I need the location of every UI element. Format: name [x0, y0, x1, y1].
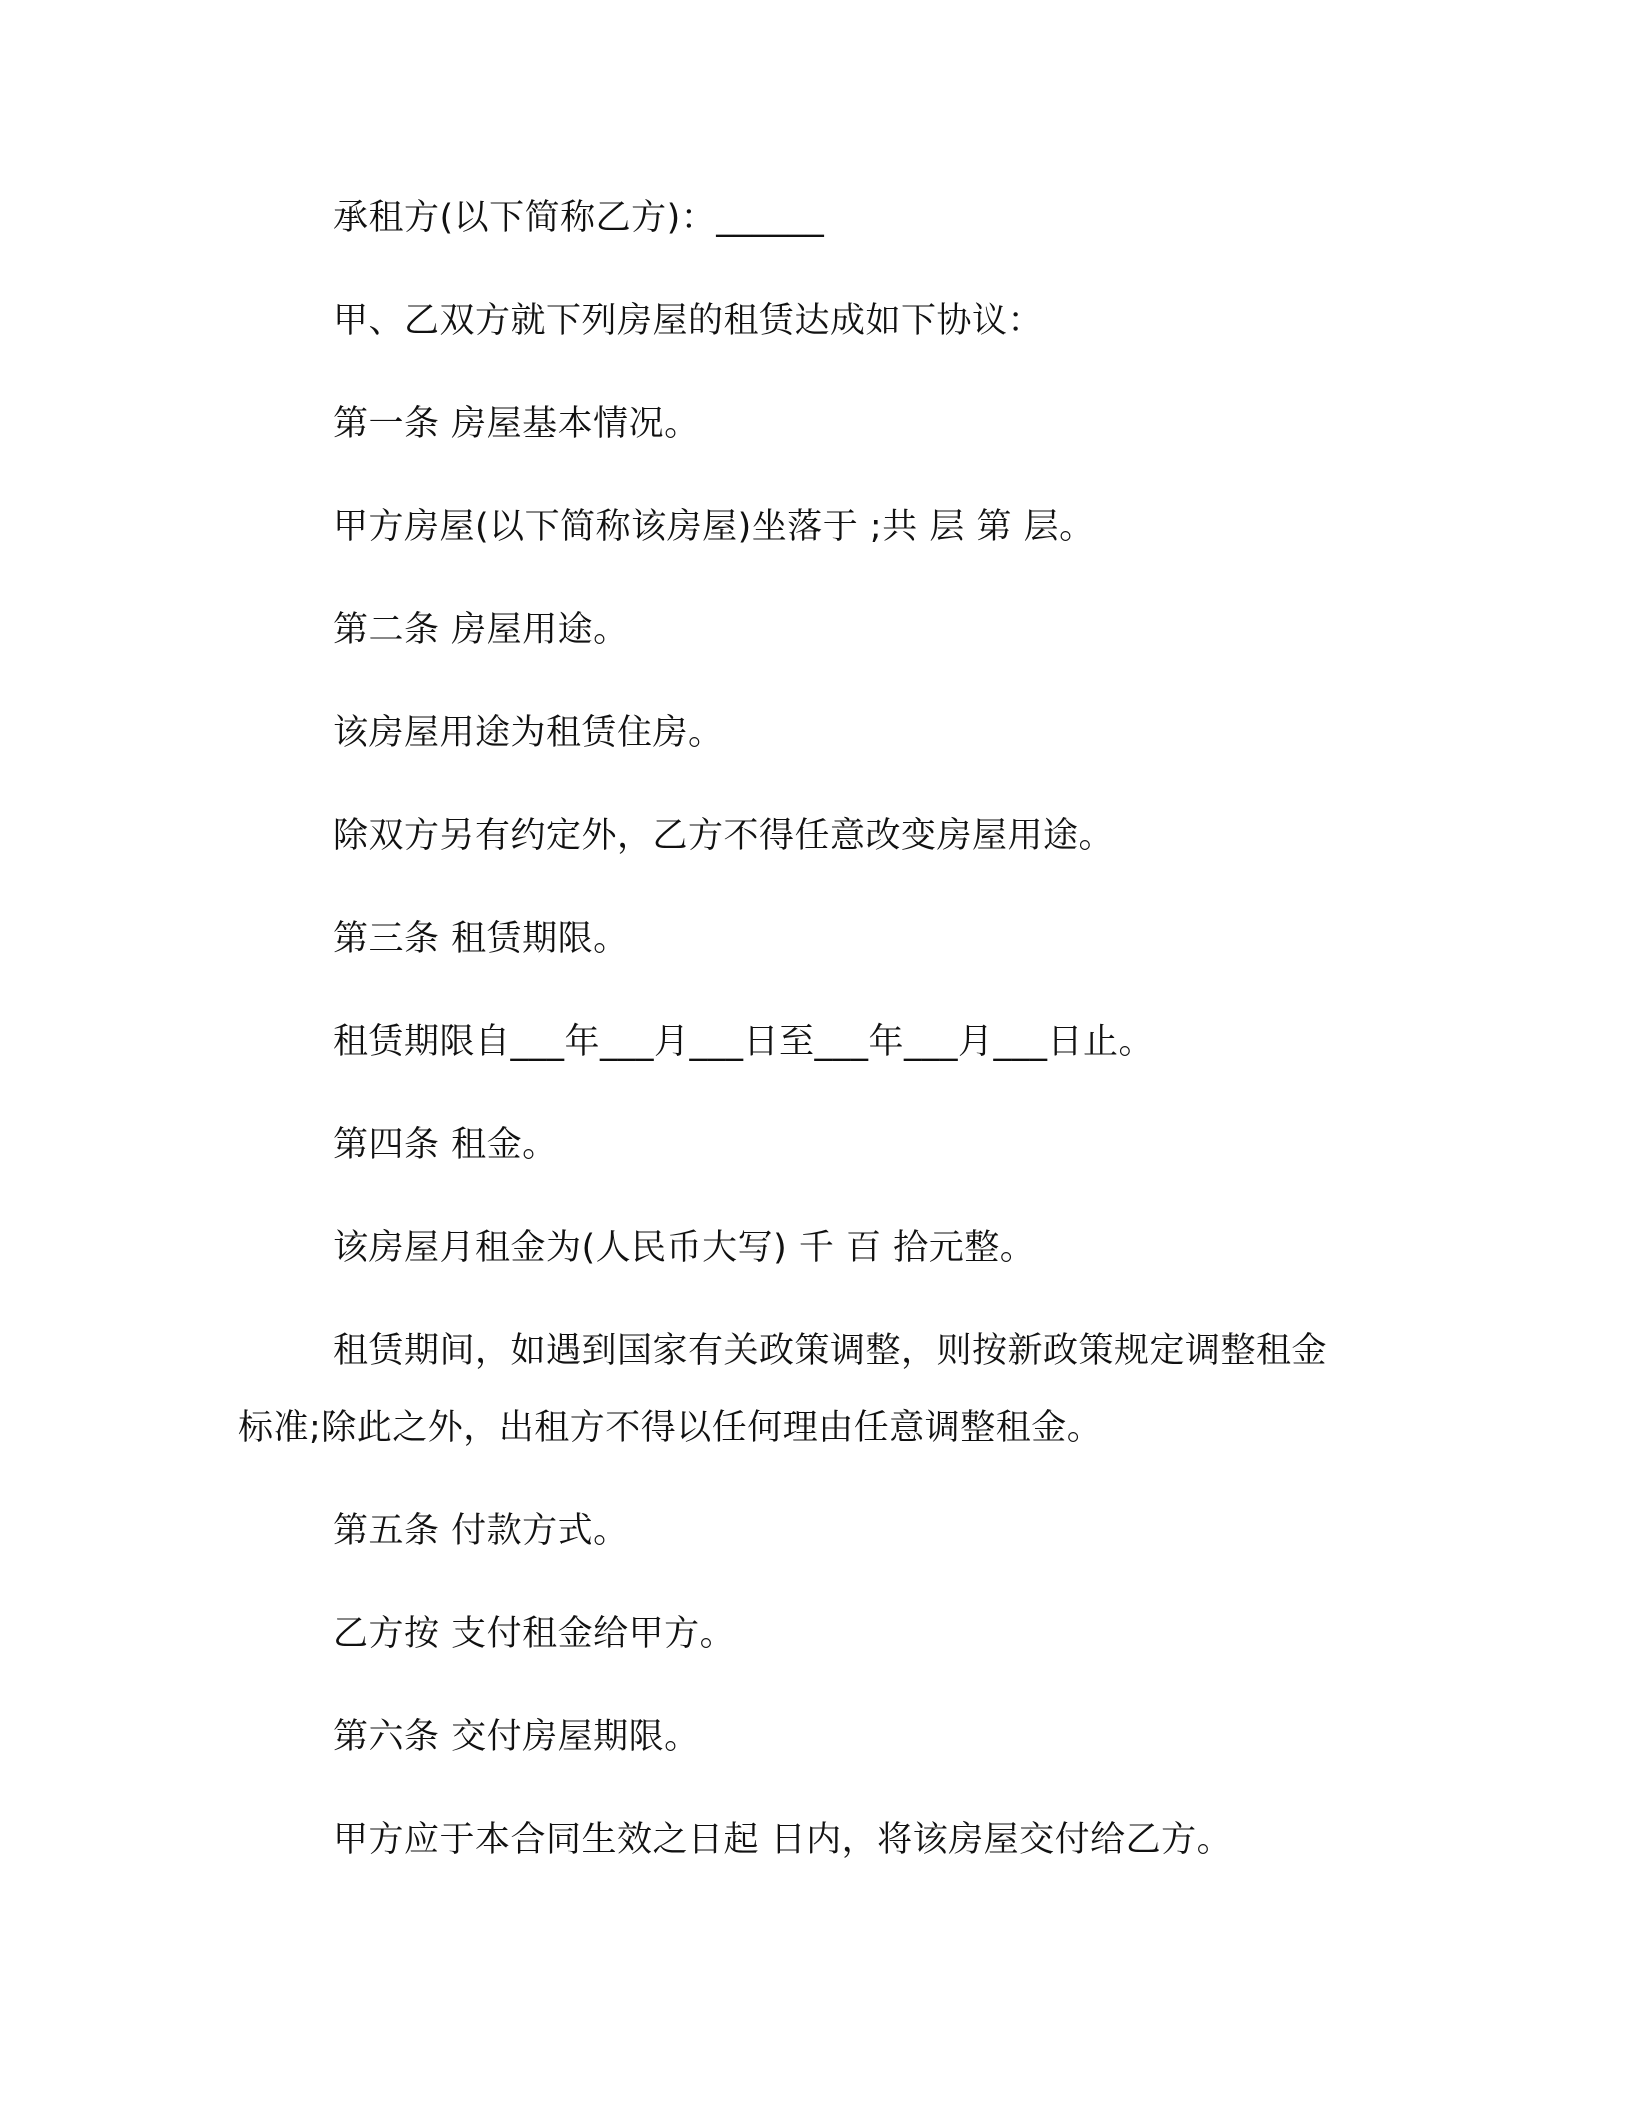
article-4-text-2-line-2: 标准;除此之外，出租方不得以任何理由任意调整租金。 [238, 1408, 1103, 1448]
article-5-text: 乙方按 支付租金给甲方。 [333, 1614, 736, 1654]
article-2-heading: 第二条 房屋用途。 [333, 610, 629, 650]
article-6-heading: 第六条 交付房屋期限。 [333, 1717, 700, 1757]
article-1-heading: 第一条 房屋基本情况。 [333, 404, 700, 444]
agreement-intro: 甲、乙双方就下列房屋的租赁达成如下协议： [333, 301, 1044, 341]
article-4-text-1: 该房屋月租金为(人民币大写) 千 百 拾元整。 [333, 1228, 1036, 1268]
lessee-line: 承租方(以下简称乙方)：______ [333, 198, 825, 238]
article-4-text-2-line-1: 租赁期间，如遇到国家有关政策调整，则按新政策规定调整租金 [333, 1331, 1328, 1371]
article-1-text: 甲方房屋(以下简称该房屋)坐落于 ;共 层 第 层。 [333, 507, 1095, 547]
article-3-text: 租赁期限自___年___月___日至___年___月___日止。 [333, 1022, 1155, 1062]
article-2-text-2: 除双方另有约定外，乙方不得任意改变房屋用途。 [333, 816, 1115, 856]
article-2-text-1: 该房屋用途为租赁住房。 [333, 713, 724, 753]
article-3-heading: 第三条 租赁期限。 [333, 919, 629, 959]
article-6-text: 甲方应于本合同生效之日起 日内，将该房屋交付给乙方。 [333, 1820, 1233, 1860]
article-4-heading: 第四条 租金。 [333, 1125, 558, 1165]
article-5-heading: 第五条 付款方式。 [333, 1511, 629, 1551]
